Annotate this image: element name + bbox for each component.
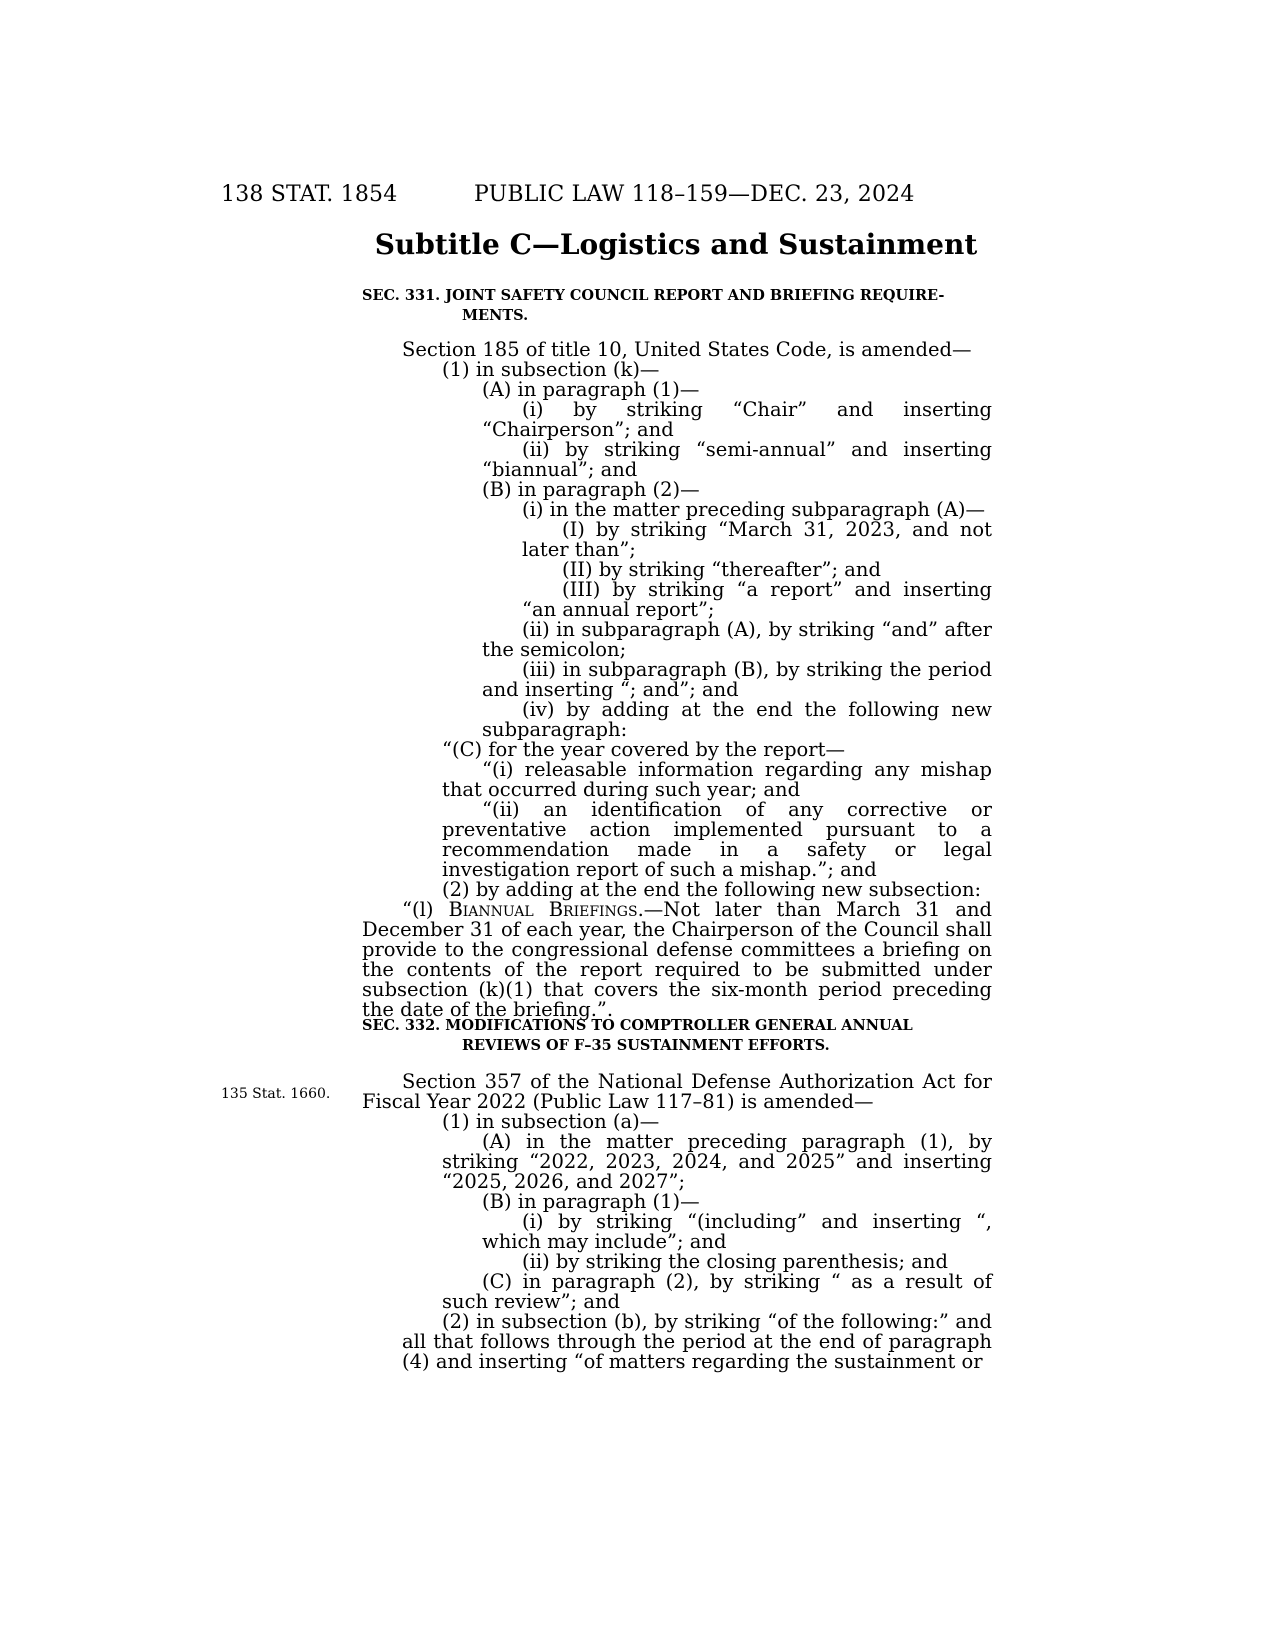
subtitle-heading: Subtitle C—Logistics and Sustainment xyxy=(374,228,978,261)
sec331-line: (ii) by striking “semi-annual” and inserting “biannual”; and xyxy=(482,438,992,481)
sec332-line: (C) in paragraph (2), by striking “ as a result of such review”; and xyxy=(442,1270,992,1313)
margin-note: 135 Stat. 1660. xyxy=(221,1086,331,1102)
sec331-line: Section 185 of title 10, United States Code, is amended— xyxy=(402,338,972,361)
sec332-line: (i) by striking “(including” and inserting “, which may include”; and xyxy=(482,1210,992,1253)
section-331-heading: SEC. 331. JOINT SAFETY COUNCIL REPORT AND BRIEFING REQUIRE- MENTS. xyxy=(362,287,945,324)
sec331-line: “(C) for the year covered by the report— xyxy=(442,738,845,761)
sec331-line: (III) by striking “a report” and inserting “an annual report”; xyxy=(522,578,992,621)
sec332-line: (B) in paragraph (1)— xyxy=(482,1190,700,1213)
sec331-line: (i) by striking “Chair” and inserting “Chairperson”; and xyxy=(482,398,992,441)
sec332-line: (ii) by striking the closing parenthesis; and xyxy=(522,1250,948,1273)
sec331-line: (II) by striking “thereafter”; and xyxy=(562,558,881,581)
sec331-line: (1) in subsection (k)— xyxy=(442,358,660,381)
sec332-line: (1) in subsection (a)— xyxy=(442,1110,660,1133)
section-332 xyxy=(362,1016,992,1372)
stat-page-number: 138 STAT. 1854 xyxy=(221,182,398,207)
sec331-line: (ii) in subparagraph (A), by striking “and” after the semicolon; xyxy=(482,618,992,661)
subsection-l-heading: Biannual Briefings xyxy=(448,898,638,921)
sec332-line: Section 357 of the National Defense Authorization Act for Fiscal Year 2022 (Public Law 117–81) is amended— xyxy=(362,1070,992,1113)
sec331-line: “(i) releasable information regarding any mishap that occurred during such year; and xyxy=(442,758,992,801)
sec331-line: (i) in the matter preceding subparagraph (A)— xyxy=(522,498,985,521)
sec332-line: (2) in subsection (b), by striking “of the following:” and all that follows through the period at the end of paragraph (4) and inserting “of matters regarding the sustainment or xyxy=(402,1310,992,1373)
law-citation-header: PUBLIC LAW 118–159—DEC. 23, 2024 xyxy=(474,182,915,207)
sec331-line: (iv) by adding at the end the following new subparagraph: xyxy=(482,698,992,741)
sec331-line: (iii) in subparagraph (B), by striking the period and inserting “; and”; and xyxy=(482,658,992,701)
section-331 xyxy=(362,286,992,1020)
sec331-line: (2) by adding at the end the following new subsection: xyxy=(442,878,982,901)
section-332-heading: SEC. 332. MODIFICATIONS TO COMPTROLLER GENERAL ANNUAL REVIEWS OF F–35 SUSTAINMENT EFFORTS. xyxy=(362,1017,913,1054)
sec331-line: (I) by striking “March 31, 2023, and not later than”; xyxy=(522,518,992,561)
subsection-l-text: “(l) Biannual Briefings.—Not later than March 31 and December 31 of each year, the Chairperson of the Council shall provide to the congressional defense committees a briefing on the contents of the report required to be submitted under subsection (k)(1) that covers the six-month period preceding the date of the briefing.”. xyxy=(362,898,992,1021)
sec331-line: “(ii) an identification of any corrective or preventative action implemented pursuant to a recommendation made in a safety or legal investigation report of such a mishap.”; and xyxy=(442,798,992,881)
sec332-line: (A) in the matter preceding paragraph (1), by striking “2022, 2023, 2024, and 2025” and inserting “2025, 2026, and 2027”; xyxy=(442,1130,992,1193)
sec331-line: (A) in paragraph (1)— xyxy=(482,378,700,401)
sec331-line: (B) in paragraph (2)— xyxy=(482,478,700,501)
